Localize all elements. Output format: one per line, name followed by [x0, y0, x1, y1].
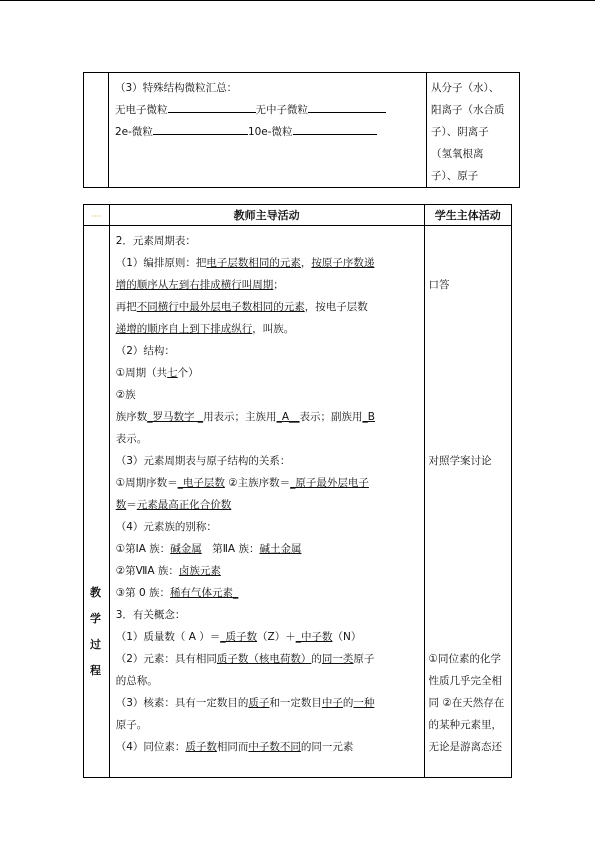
answer-blank[interactable] [168, 100, 256, 113]
particles-heading: （3）特殊结构微粒汇总： [115, 82, 238, 94]
answer-blank[interactable] [153, 122, 248, 135]
particles-line-2: 2e-微粒 10e-微粒 [115, 121, 420, 143]
student-side-notes: 从分子（水）、 阳离子（水合质 子）、阴离子 （氢氧根离 子）、原子 [427, 73, 520, 188]
particles-line-1: 无电子微粒 无中子微粒 [115, 99, 420, 121]
header-teacher: 教师主导活动 [109, 205, 424, 226]
particles-summary-cell [109, 73, 427, 188]
lesson-plan-table [83, 204, 512, 778]
special-particles-table [83, 72, 520, 188]
student-discussion: 对照学案讨论 [428, 455, 492, 467]
student-oral-answer: 口答 [428, 279, 450, 291]
marker-cell: ···· [84, 205, 110, 226]
teaching-process-label: 教 学 过 程 [90, 586, 101, 677]
answer-blank[interactable] [308, 100, 386, 113]
student-activity-cell: 口答 对照学案讨论 ①同位素的化学 性质几乎完全相 同 ②在天然存在 的某种元素里， 无论是游离态还 [424, 226, 511, 778]
page-top-rule [0, 0, 595, 1]
teaching-process-row [84, 226, 512, 778]
table-header-row [84, 205, 512, 226]
process-label-cell [84, 226, 110, 778]
header-student: 学生主体活动 [424, 205, 511, 226]
blank-cell [84, 73, 109, 188]
teacher-activity-cell: 2．元素周期表： （1）编排原则：把电子层数相同的元素，按原子序数递 增的顺序从左到右排成横行叫周期； 再把不同横行中最外层电子数相同的元素，按电子层数 递增的顺序自上到下排成纵行，叫族。 （2）结构： ①周期（共七个） ②族 族序数_罗马数字 _用表示；主族用_A__表示；副族用_B 表示。 （3）元素周期表与原子结构的关系： ①周期序数＝_电子层数 ②主族序数＝_原子最外层电子 数＝元素最高正化合价数 （4）元素族的别称： ①第ⅠA 族：碱金属 第ⅡA 族：碱土金属 ②第ⅦA 族：卤族元素 ③第 0 族：稀有气体元素_ 3．有关概念： （1）质量数（ A ）＝_质子数（Z）＋_中子数（N） （2）元素：具有相同质子数（核电荷数）的同一类原子 的总称。 （3）核素：具有一定数目的质子和一定数目中子的一种 原子。 （4）同位素：质子数相同而中子数不同的同一元素 [109, 226, 424, 778]
answer-blank[interactable] [293, 122, 377, 135]
